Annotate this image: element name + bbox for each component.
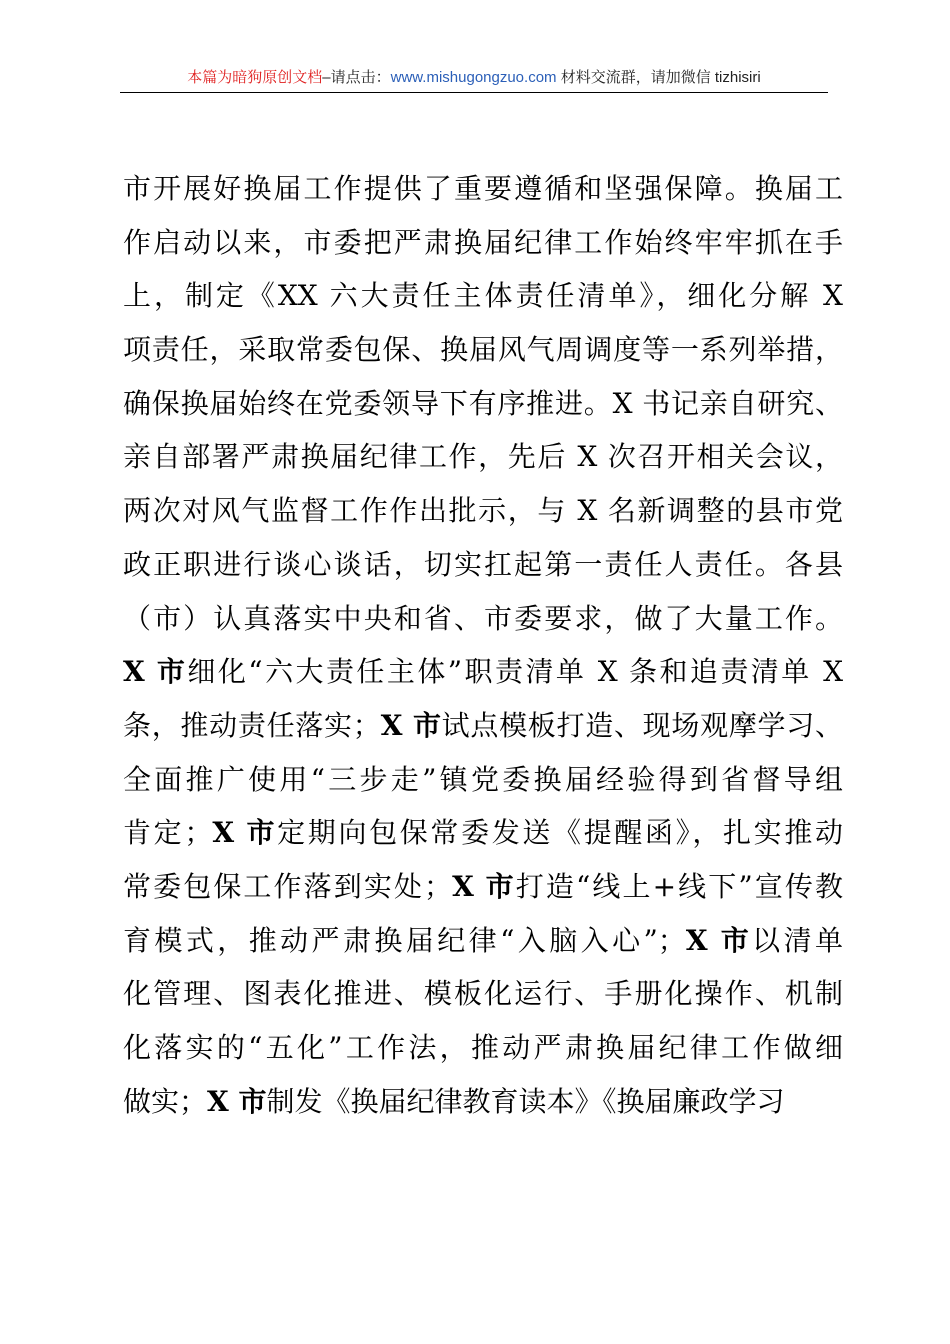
text-line <box>123 699 843 753</box>
text-line <box>123 430 843 484</box>
text-line <box>123 860 843 914</box>
city-label: X 市 <box>380 708 442 742</box>
document-header <box>120 68 828 88</box>
text-line <box>123 806 843 860</box>
text-segment: 作启动以来，市委把严肃换届纪律工作始终牢牢抓在手 <box>123 225 843 259</box>
text-line <box>123 269 843 323</box>
text-line <box>123 162 843 216</box>
city-label: X 市 <box>212 816 278 850</box>
header-contact-note: 材料交流群，请加微信 tizhisiri <box>556 69 761 86</box>
city-label: X 市 <box>123 655 188 689</box>
header-source-label: 本篇为暗狗原创文档 <box>187 69 323 86</box>
text-line <box>123 914 843 968</box>
text-segment: 以清单 <box>752 923 843 957</box>
text-segment: 市开展好换届工作提供了重要遵循和坚强保障。换届工 <box>123 172 843 205</box>
text-segment: 确保换届始终在党委领导下有序推进。X 书记亲自研究、 <box>123 386 843 420</box>
city-label: X 市 <box>207 1084 267 1118</box>
text-segment: 打造“线上+线下”宣传教 <box>515 869 843 903</box>
text-line <box>123 753 843 807</box>
text-line <box>123 645 843 699</box>
text-segment: 化管理、图表化推进、模板化运行、手册化操作、机制 <box>123 977 843 1011</box>
text-segment: 试点模板打造、现场观摩学习、 <box>441 708 843 742</box>
header-divider <box>120 92 828 93</box>
text-segment: 两次对风气监督工作作出批示，与 X 名新调整的县市党 <box>123 494 843 528</box>
text-segment: 条，推动责任落实； <box>123 708 381 742</box>
text-segment: （市）认真落实中央和省、市委要求，做了大量工作。 <box>123 601 843 635</box>
text-line <box>123 323 843 377</box>
text-segment: 项责任，采取常委包保、换届风气周调度等一系列举措， <box>123 333 843 367</box>
text-segment: 制发《换届纪律教育读本》《换届廉政学习 <box>266 1084 785 1118</box>
text-line <box>123 967 843 1021</box>
header-click-prompt: –请点击： <box>322 69 391 86</box>
text-line <box>123 538 843 592</box>
text-line <box>123 216 843 270</box>
text-line <box>123 1075 843 1129</box>
header-website-link[interactable]: www.mishugongzuo.com <box>390 69 557 86</box>
text-segment: 细化“六大责任主体”职责清单 X 条和追责清单 X <box>187 655 843 689</box>
city-label: X 市 <box>452 869 516 903</box>
document-body <box>123 162 843 1128</box>
text-segment: 政正职进行谈心谈话，切实扛起第一责任人责任。各县 <box>123 547 843 581</box>
text-segment: 亲自部署严肃换届纪律工作，先后 X 次召开相关会议， <box>123 440 843 474</box>
text-segment: 全面推广使用“三步走”镇党委换届经验得到省督导组 <box>123 762 843 796</box>
text-line <box>123 592 843 646</box>
text-segment: 育模式，推动严肃换届纪律“入脑入心”； <box>123 923 686 957</box>
text-line <box>123 377 843 431</box>
text-segment: 上，制定《XX 六大责任主体责任清单》，细化分解 X <box>123 279 843 313</box>
city-label: X 市 <box>685 923 753 957</box>
text-segment: 做实； <box>123 1084 208 1118</box>
text-segment: 肯定； <box>123 816 213 850</box>
text-segment: 定期向包保常委发送《提醒函》，扎实推动 <box>277 816 843 850</box>
text-segment: 化落实的“五化”工作法，推动严肃换届纪律工作做细 <box>123 1031 843 1064</box>
text-line <box>123 484 843 538</box>
text-line <box>123 1021 843 1075</box>
text-segment: 常委包保工作落到实处； <box>123 869 453 903</box>
